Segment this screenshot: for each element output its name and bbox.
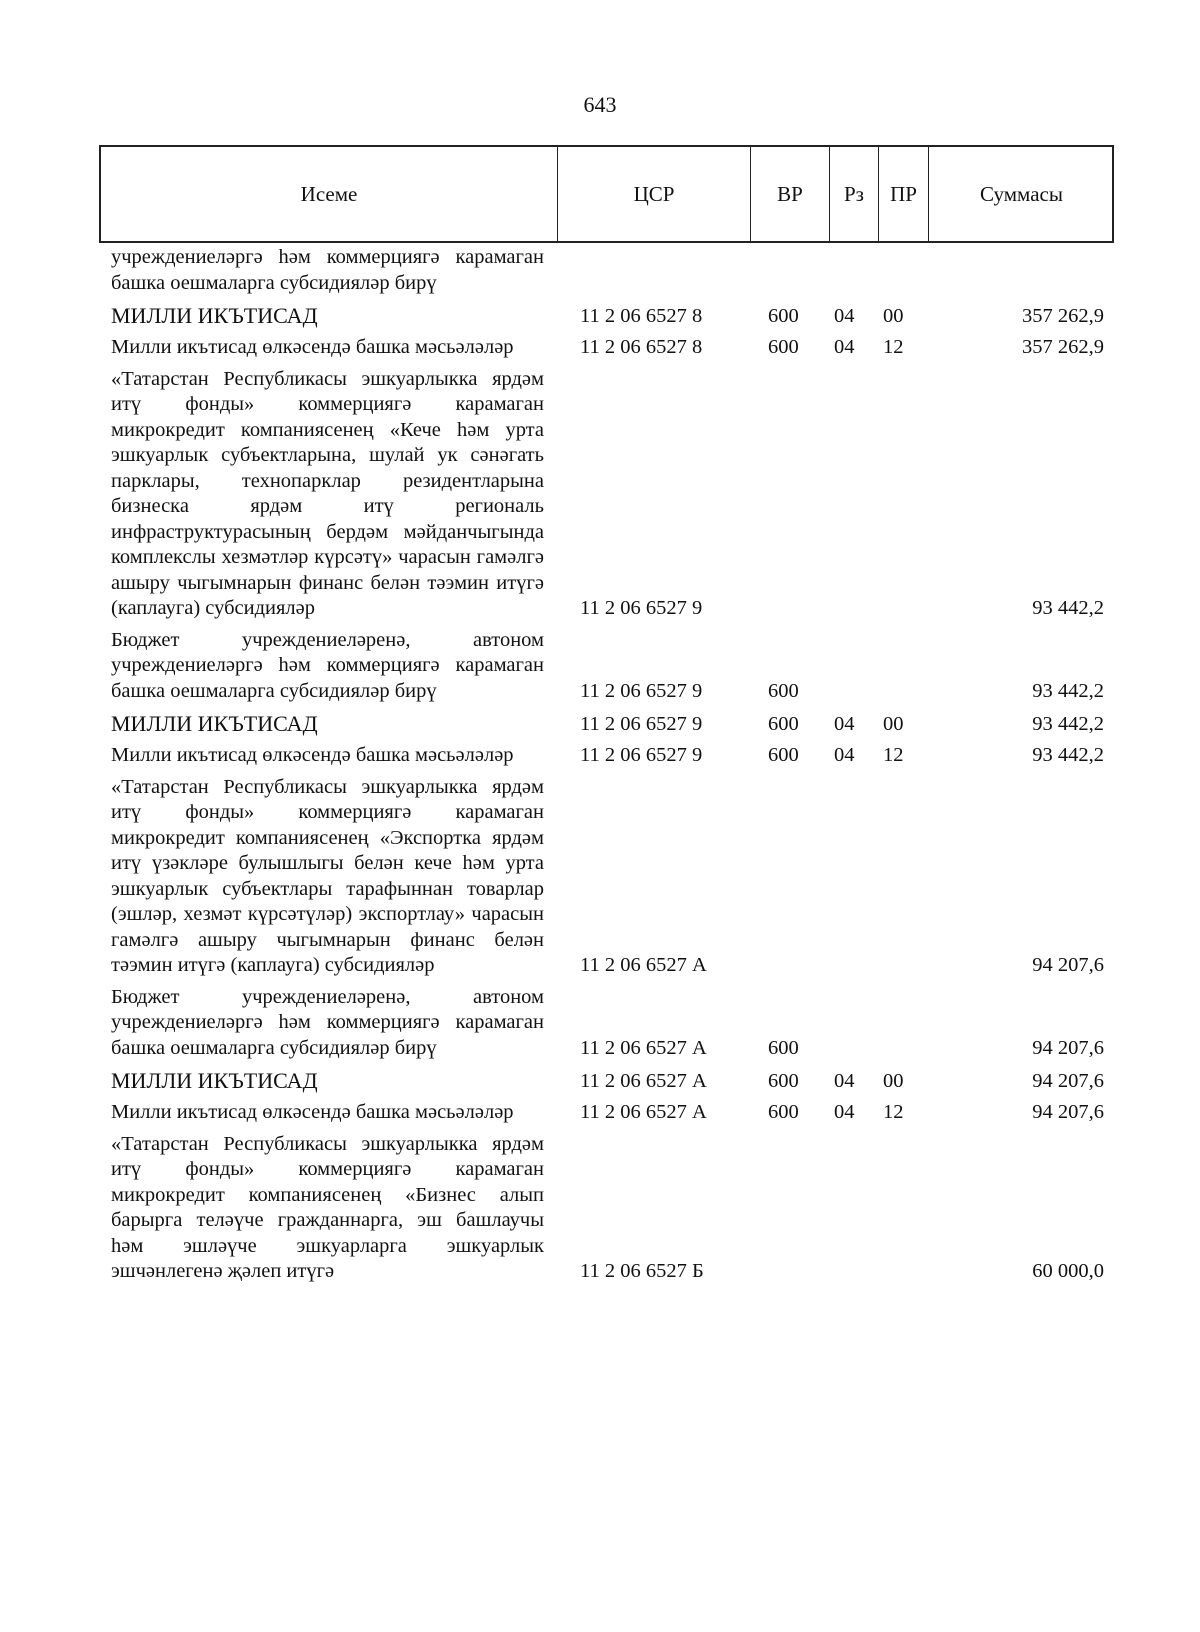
row-rz: 04	[834, 1101, 855, 1123]
row-vr: 600	[768, 304, 799, 327]
row-vr: 600	[768, 1069, 799, 1092]
row-csr: 11 2 06 6527 9	[580, 712, 703, 735]
row-name: Милли икътисад өлкәсендә башка мәсьәләләр	[111, 744, 514, 766]
table-row	[0, 302, 1200, 329]
row-vr: 600	[768, 679, 799, 702]
row-name: Бюджет учреждениеләренә, автоном учреждениеләргә һәм коммерциягә карамаган башка оешмаларга субсидияләр бирү	[111, 628, 544, 702]
row-name: Милли икътисад өлкәсендә башка мәсьәләләр	[111, 336, 514, 358]
header-csr: ЦСР	[557, 147, 750, 241]
row-sum: 93 442,2	[1032, 679, 1104, 702]
row-csr: 11 2 06 6527 А	[580, 1036, 707, 1059]
table-row	[0, 985, 1200, 1062]
row-name: МИЛЛИ ИКЪТИСАД	[111, 303, 318, 328]
table-header	[99, 145, 1114, 243]
row-name: учреждениеләргә һәм коммерциягә карамаган башка оешмаларга субсидияләр бирү	[111, 246, 544, 294]
table-row	[0, 628, 1200, 705]
row-sum: 93 442,2	[1032, 712, 1104, 735]
header-pr: ПР	[878, 147, 928, 241]
table-row	[0, 775, 1200, 979]
page-number: 643	[583, 92, 617, 117]
row-csr: 11 2 06 6527 Б	[580, 1260, 704, 1282]
row-csr: 11 2 06 6527 9	[580, 679, 703, 702]
row-pr: 00	[883, 1069, 904, 1092]
table-row	[0, 367, 1200, 622]
row-pr: 00	[883, 304, 904, 327]
row-pr: 12	[883, 744, 904, 766]
row-name: «Татарстан Республикасы эшкуарлыкка ярдәм итү фонды» коммерциягә карамаган микрокредит компаниясенең «Бизнес алып барырга теләүче гражданнарга, эш башлаучы һәм эшләүче эшкуарларга эшкуарлык эшчәнлегенә җәлеп итүгә	[111, 1132, 544, 1282]
header-sum: Суммасы	[928, 147, 1114, 241]
row-csr: 11 2 06 6527 8	[580, 336, 703, 358]
header-rz: Рз	[829, 147, 878, 241]
row-sum: 94 207,6	[1032, 1101, 1104, 1123]
table-row	[0, 743, 1200, 769]
row-sum: 93 442,2	[1032, 597, 1104, 619]
row-sum: 94 207,6	[1032, 1036, 1104, 1059]
row-name: «Татарстан Республикасы эшкуарлыкка ярдәм итү фонды» коммерциягә карамаган микрокредит компаниясенең «Кече һәм урта эшкуарлык субъектларына, шулай ук сәнәгать парклары, технопарклар резидентларына бизнеска ярдәм итү региональ инфраструктурасының бердәм мәйданчыгында комплекслы хезмәтләр күрсәтү» чарасын гамәлгә ашыру чыгымнарын финанс белән тәэмин итүгә (каплауга) субсидияләр	[111, 367, 544, 619]
row-pr: 12	[883, 336, 904, 358]
row-sum: 357 262,9	[1022, 304, 1104, 327]
header-vr: ВР	[750, 147, 829, 241]
row-vr: 600	[768, 1101, 799, 1123]
row-sum: 357 262,9	[1022, 336, 1104, 358]
table-row	[0, 335, 1200, 361]
row-csr: 11 2 06 6527 9	[580, 597, 703, 619]
row-sum: 93 442,2	[1032, 744, 1104, 766]
row-rz: 04	[834, 712, 855, 735]
row-sum: 94 207,6	[1032, 1069, 1104, 1092]
row-pr: 00	[883, 712, 904, 735]
row-vr: 600	[768, 336, 799, 358]
row-rz: 04	[834, 744, 855, 766]
table-body	[0, 245, 1200, 1291]
row-name: МИЛЛИ ИКЪТИСАД	[111, 711, 318, 736]
row-csr: 11 2 06 6527 А	[580, 954, 707, 976]
row-name: Бюджет учреждениеләренә, автоном учреждениеләргә һәм коммерциягә карамаган башка оешмаларга субсидияләр бирү	[111, 985, 544, 1059]
row-rz: 04	[834, 336, 855, 358]
row-csr: 11 2 06 6527 8	[580, 304, 703, 327]
table-row	[0, 1100, 1200, 1126]
row-sum: 94 207,6	[1032, 954, 1104, 976]
table-row	[0, 245, 1200, 296]
row-csr: 11 2 06 6527 А	[580, 1069, 707, 1092]
row-csr: 11 2 06 6527 А	[580, 1101, 707, 1123]
table-row	[0, 710, 1200, 737]
row-csr: 11 2 06 6527 9	[580, 744, 703, 766]
row-name: «Татарстан Республикасы эшкуарлыкка ярдәм итү фонды» коммерциягә карамаган микрокредит компаниясенең «Экспортка ярдәм итү үзәкләре булышлыгы белән кече һәм урта эшкуарлык субъектлары тарафыннан товарлар (эшләр, хезмәт күрсәтүләр) экспортлау» чарасын гамәлгә ашыру чыгымнарын финанс белән тәэмин итүгә (каплауга) субсидияләр	[111, 775, 544, 976]
row-vr: 600	[768, 744, 799, 766]
row-vr: 600	[768, 712, 799, 735]
table-row	[0, 1132, 1200, 1285]
row-name: МИЛЛИ ИКЪТИСАД	[111, 1068, 318, 1093]
table-row	[0, 1067, 1200, 1094]
row-pr: 12	[883, 1101, 904, 1123]
row-rz: 04	[834, 304, 855, 327]
row-vr: 600	[768, 1036, 799, 1059]
row-sum: 60 000,0	[1032, 1260, 1104, 1282]
row-name: Милли икътисад өлкәсендә башка мәсьәләләр	[111, 1101, 514, 1123]
header-name: Исеме	[300, 181, 358, 206]
row-rz: 04	[834, 1069, 855, 1092]
